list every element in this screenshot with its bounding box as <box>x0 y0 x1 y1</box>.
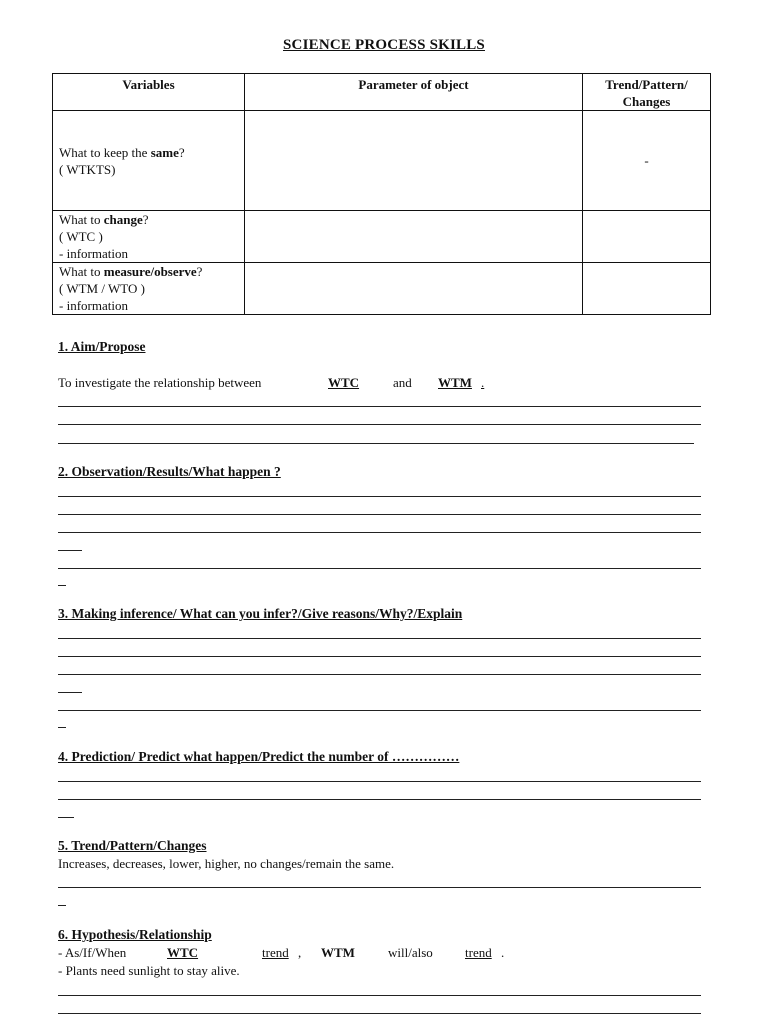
answer-line[interactable] <box>58 656 701 657</box>
answer-line[interactable] <box>58 692 82 693</box>
aim-and: and <box>393 375 412 390</box>
hypothesis-trend-2: trend <box>465 945 492 960</box>
header-trend: Trend/Pattern/ Changes <box>583 74 711 111</box>
trend-cell[interactable] <box>583 263 711 315</box>
variables-table <box>52 73 711 315</box>
variable-cell: What to change? ( WTC ) - information <box>53 211 245 263</box>
prediction-heading: 4. Prediction/ Predict what happen/Predict the number of …………… <box>58 749 460 764</box>
observation-heading: 2. Observation/Results/What happen ? <box>58 464 281 479</box>
answer-line[interactable] <box>58 1013 701 1014</box>
inference-heading: 3. Making inference/ What can you infer?/Give reasons/Why?/Explain <box>58 606 463 621</box>
answer-line[interactable] <box>58 799 701 800</box>
answer-line[interactable] <box>58 514 701 515</box>
hypothesis-example: - Plants need sunlight to stay alive. <box>58 963 240 978</box>
header-variables: Variables <box>53 74 245 111</box>
parameter-cell[interactable] <box>245 211 583 263</box>
hypothesis-wtm: WTM <box>321 945 355 960</box>
header-parameter: Parameter of object <box>245 74 583 111</box>
answer-line[interactable] <box>58 674 701 675</box>
answer-line[interactable] <box>58 406 701 407</box>
answer-line[interactable] <box>58 995 701 996</box>
answer-line[interactable] <box>58 496 701 497</box>
table-row <box>53 211 711 263</box>
hypothesis-period: . <box>501 945 505 960</box>
aim-text: To investigate the relationship between <box>58 375 262 390</box>
answer-line[interactable] <box>58 710 701 711</box>
answer-line[interactable] <box>58 638 701 639</box>
aim-wtc: WTC <box>328 375 360 390</box>
aim-wtm: WTM <box>438 375 472 390</box>
answer-line[interactable] <box>58 781 701 782</box>
trend-text: Increases, decreases, lower, higher, no changes/remain the same. <box>58 856 395 871</box>
trend-cell[interactable] <box>583 211 711 263</box>
trend-heading: 5. Trend/Pattern/Changes <box>58 838 207 853</box>
hypothesis-comma: , <box>298 945 302 960</box>
page-title: SCIENCE PROCESS SKILLS <box>283 37 485 53</box>
answer-line[interactable] <box>58 550 82 551</box>
trend-cell[interactable]: - <box>583 111 711 211</box>
variable-cell: What to keep the same? ( WTKTS) <box>53 111 245 211</box>
hypothesis-will: will/also <box>388 945 433 960</box>
answer-line[interactable] <box>58 424 701 425</box>
answer-line[interactable] <box>58 887 701 888</box>
aim-heading: 1. Aim/Propose <box>58 339 146 354</box>
table-row <box>53 111 711 211</box>
table-header-row <box>53 74 711 111</box>
answer-line[interactable] <box>58 585 66 586</box>
answer-line[interactable] <box>58 443 694 444</box>
answer-line[interactable] <box>58 727 66 728</box>
answer-line[interactable] <box>58 532 701 533</box>
answer-line[interactable] <box>58 905 66 906</box>
answer-line[interactable] <box>58 568 701 569</box>
table-row <box>53 263 711 315</box>
hypothesis-prefix: - As/If/When <box>58 945 127 960</box>
answer-line[interactable] <box>58 817 74 818</box>
hypothesis-wtc: WTC <box>167 945 199 960</box>
variable-cell: What to measure/observe? ( WTM / WTO ) - information <box>53 263 245 315</box>
aim-period: . <box>481 375 485 390</box>
parameter-cell[interactable] <box>245 263 583 315</box>
parameter-cell[interactable] <box>245 111 583 211</box>
hypothesis-trend-1: trend <box>262 945 289 960</box>
hypothesis-heading: 6. Hypothesis/Relationship <box>58 927 212 942</box>
